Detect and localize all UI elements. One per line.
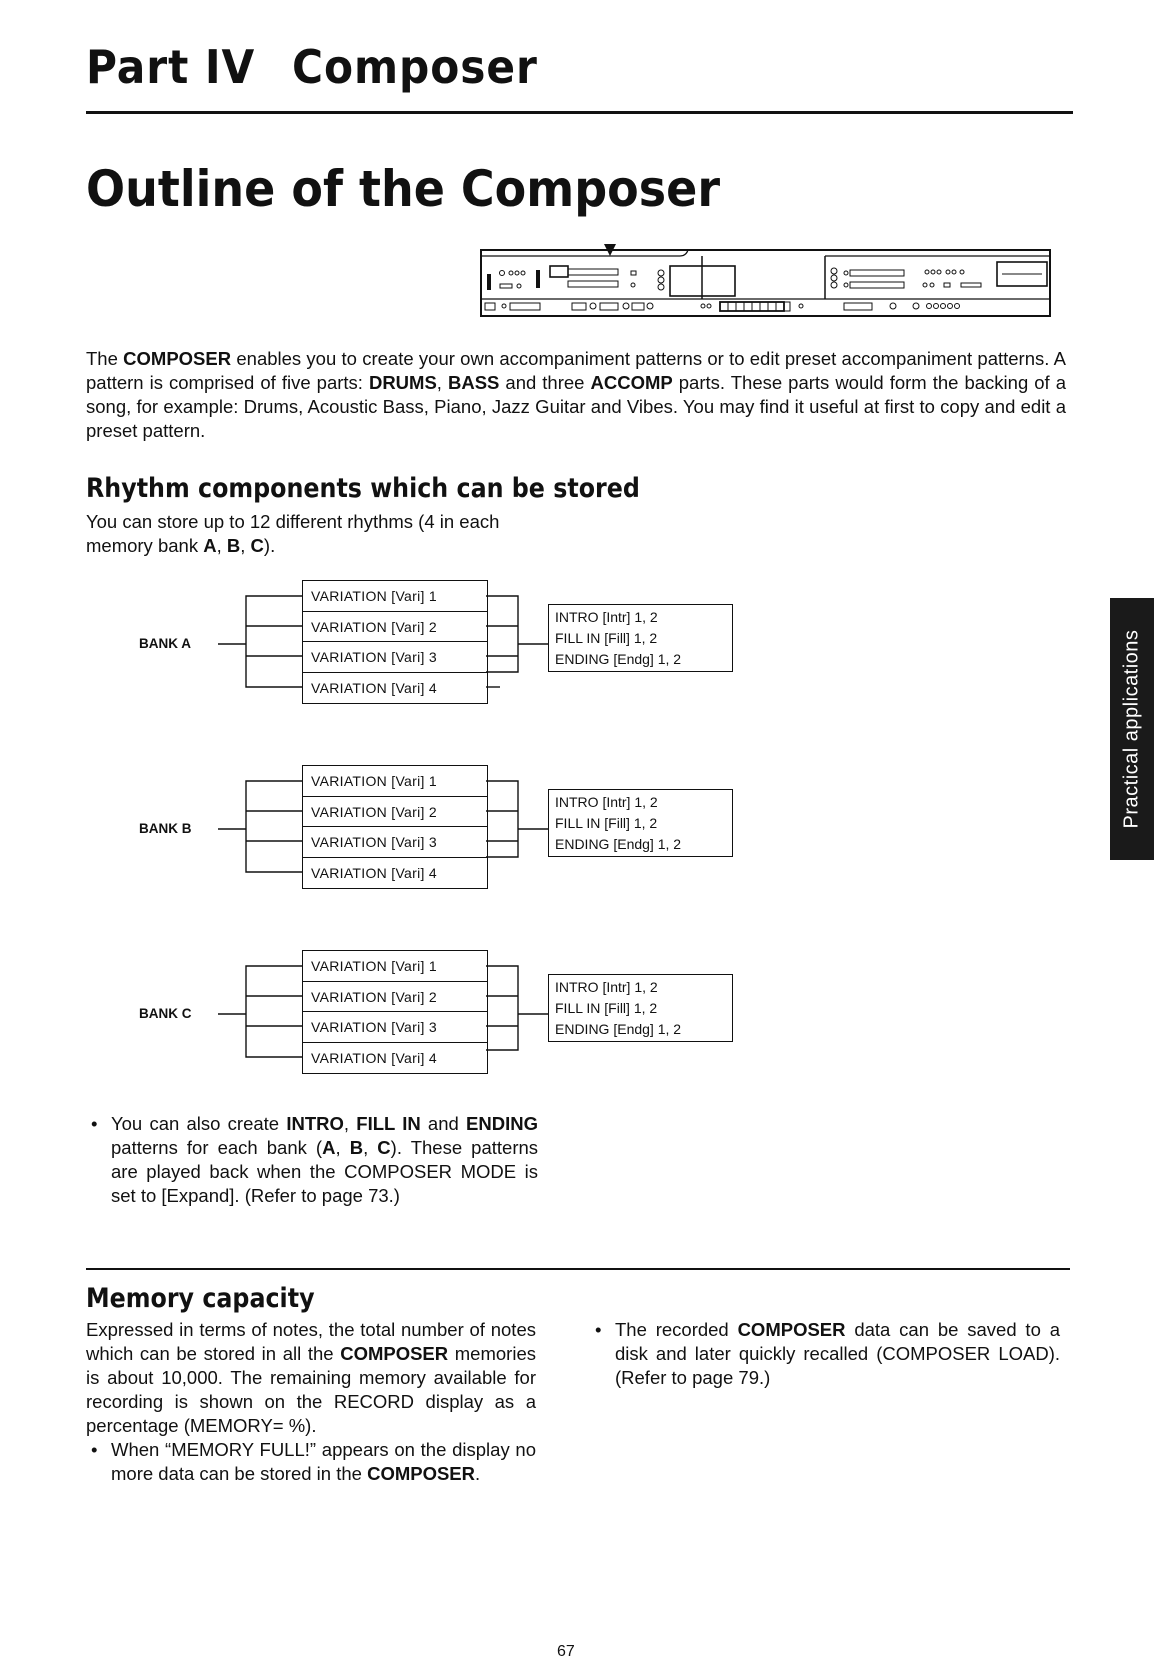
bank-label: BANK A xyxy=(139,636,191,651)
bank-diagram-a xyxy=(0,580,800,704)
page-number: 67 xyxy=(557,1643,575,1660)
list-item: • When “MEMORY FULL!” appears on the display no more data can be stored in the COMPOSER. xyxy=(86,1438,536,1486)
extras-list xyxy=(548,789,733,857)
variation-list xyxy=(302,950,488,1074)
variation-item: VARIATION [Vari] 3 xyxy=(303,827,487,858)
section-side-tab xyxy=(1110,598,1154,860)
extra-item: FILL IN [Fill] 1, 2 xyxy=(555,630,658,646)
extras-list xyxy=(548,604,733,672)
rhythm-description: You can store up to 12 different rhythms (4 in each memory bank A, B, C). xyxy=(86,511,500,556)
section-title: Outline of the Composer xyxy=(86,160,721,218)
variation-item: VARIATION [Vari] 2 xyxy=(303,982,487,1013)
memory-paragraph: Expressed in terms of notes, the total number of notes which can be stored in all the COMPOSER memories is about 10,000. The remaining memory available for recording is shown on the RECORD display as a percentage (MEMORY= %). xyxy=(86,1319,536,1436)
part-title: Composer xyxy=(292,40,538,94)
memory-heading: Memory capacity xyxy=(86,1283,315,1314)
extra-item: ENDING [Endg] 1, 2 xyxy=(555,651,682,667)
extra-item: INTRO [Intr] 1, 2 xyxy=(555,979,658,995)
memory-left-column xyxy=(86,1318,536,1486)
part-heading xyxy=(86,40,538,94)
rhythm-note xyxy=(86,1112,538,1208)
bank-label: BANK B xyxy=(139,821,192,836)
extras-list xyxy=(548,974,733,1042)
extra-item: INTRO [Intr] 1, 2 xyxy=(555,609,658,625)
rhythm-heading: Rhythm components which can be stored xyxy=(86,473,640,504)
extra-item: ENDING [Endg] 1, 2 xyxy=(555,1021,682,1037)
section-rule xyxy=(86,1268,1070,1270)
intro-paragraph: The COMPOSER enables you to create your own accompaniment patterns or to edit preset accompaniment patterns. A pattern is comprised of five parts: DRUMS, BASS and three ACCOMP parts. These parts would form the backing of a song, for example: Drums, Acoustic Bass, Piano, Jazz Guitar and Vibes. You may find it useful at first to copy and edit a preset pattern. xyxy=(86,348,1067,441)
part-label: Part IV xyxy=(86,40,256,94)
variation-list xyxy=(302,765,488,889)
bank-label: BANK C xyxy=(139,1006,192,1021)
list-item: • The recorded COMPOSER data can be saved to a disk and later quickly recalled (COMPOSER LOAD). (Refer to page 79.) xyxy=(590,1318,1060,1390)
bank-diagram-c xyxy=(0,950,800,1074)
side-tab-label: Practical applications xyxy=(1120,629,1143,829)
extra-item: FILL IN [Fill] 1, 2 xyxy=(555,815,658,831)
composer-panel-illustration xyxy=(480,244,1052,318)
header-rule xyxy=(86,111,1073,114)
variation-item: VARIATION [Vari] 4 xyxy=(311,864,437,881)
variation-list xyxy=(302,580,488,704)
variation-item: VARIATION [Vari] 1 xyxy=(303,766,487,797)
variation-item: VARIATION [Vari] 3 xyxy=(303,642,487,673)
variation-item: VARIATION [Vari] 1 xyxy=(303,581,487,612)
extra-item: INTRO [Intr] 1, 2 xyxy=(555,794,658,810)
bank-diagram-b xyxy=(0,765,800,889)
variation-item: VARIATION [Vari] 1 xyxy=(303,951,487,982)
variation-item: VARIATION [Vari] 2 xyxy=(303,612,487,643)
variation-item: VARIATION [Vari] 3 xyxy=(303,1012,487,1043)
memory-right-column xyxy=(590,1318,1060,1390)
extra-item: ENDING [Endg] 1, 2 xyxy=(555,836,682,852)
variation-item: VARIATION [Vari] 4 xyxy=(311,679,437,696)
extra-item: FILL IN [Fill] 1, 2 xyxy=(555,1000,658,1016)
variation-item: VARIATION [Vari] 2 xyxy=(303,797,487,828)
variation-item: VARIATION [Vari] 4 xyxy=(311,1049,437,1066)
list-item: • You can also create INTRO, FILL IN and ENDING patterns for each bank (A, B, C). These patterns are played back when the COMPOSER MODE is set to [Expand]. (Refer to page 73.) xyxy=(86,1112,538,1208)
